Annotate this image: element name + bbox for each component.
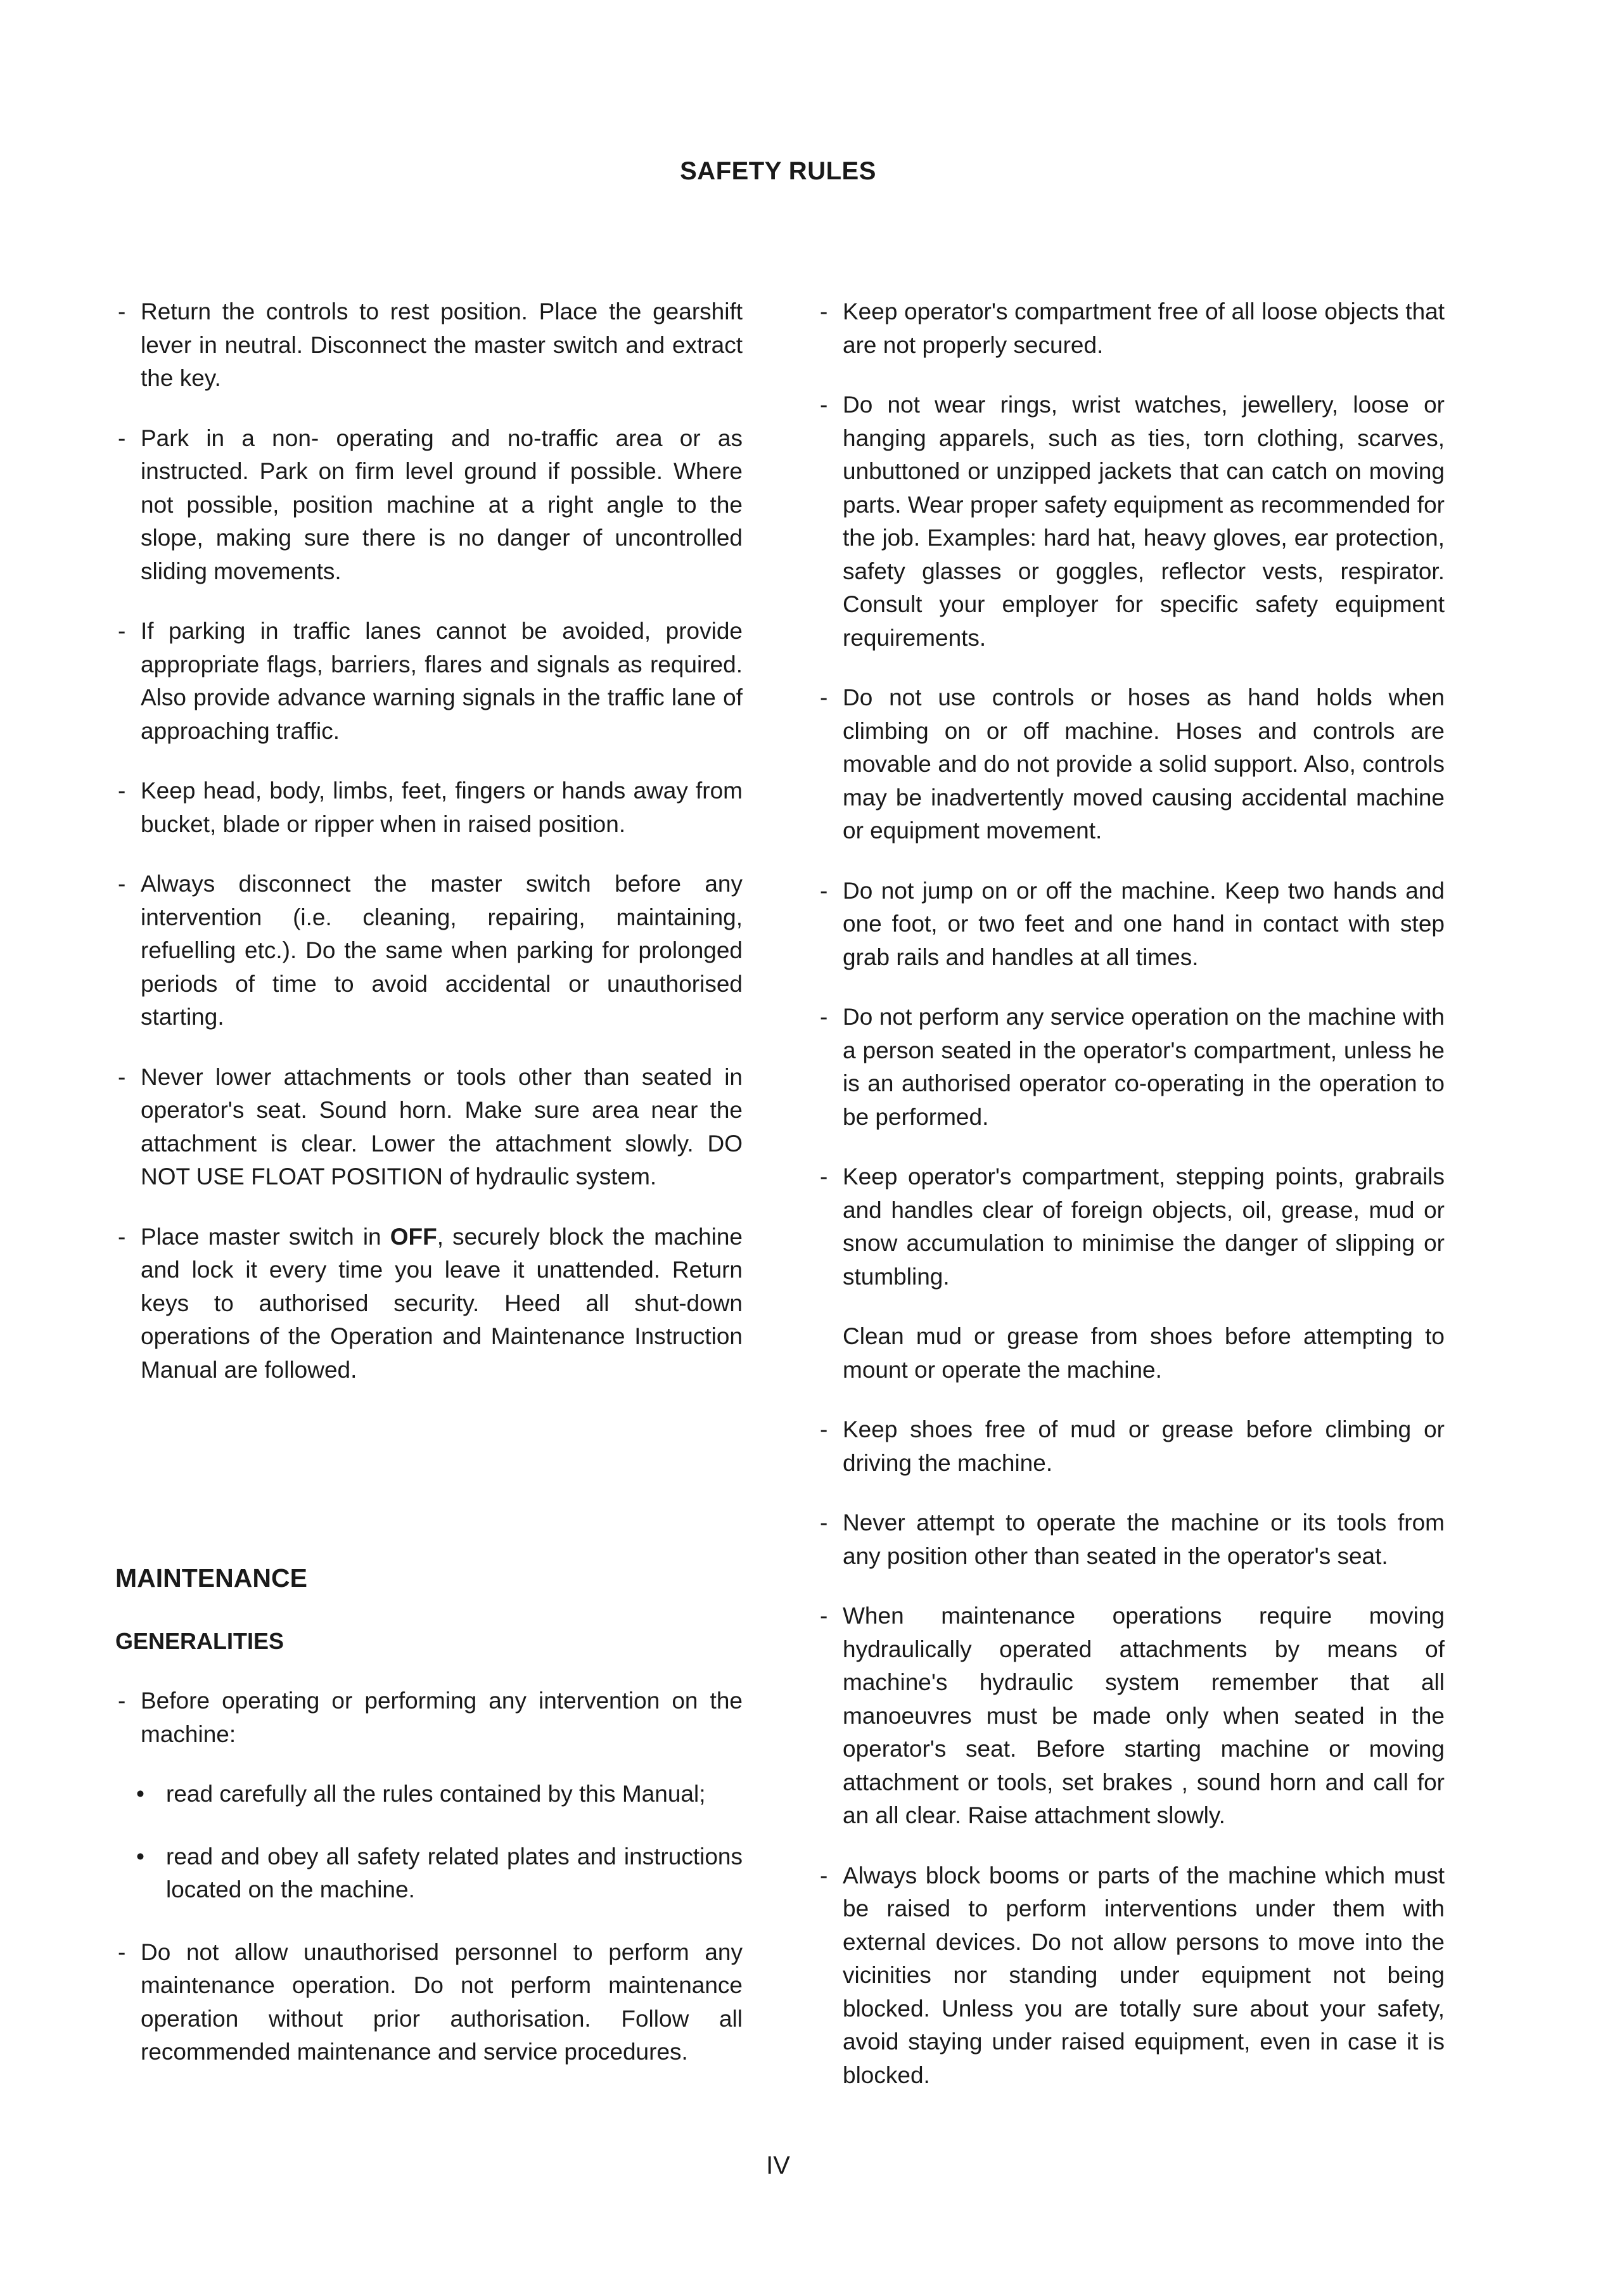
rule-text: Never attempt to operate the machine or its tools from any position other than seated in the operator's seat. — [843, 1510, 1445, 1569]
rule-item — [115, 422, 743, 589]
generalities-heading: GENERALITIES — [115, 1628, 284, 1654]
rule-item — [115, 1061, 743, 1194]
dash-marker: - — [118, 618, 126, 644]
bullet-marker: • — [136, 1781, 144, 1807]
dash-marker: - — [118, 778, 126, 804]
dash-marker: - — [118, 1223, 126, 1250]
bullet-item — [115, 1778, 743, 1811]
dash-marker: - — [118, 1063, 126, 1090]
dash-marker: - — [118, 298, 126, 324]
bullet-marker: • — [136, 1843, 144, 1870]
maintenance-heading: MAINTENANCE — [115, 1563, 307, 1593]
bullet-text: read and obey all safety related plates and instructions located on the machine. — [166, 1843, 743, 1902]
rule-text: Do not use controls or hoses as hand holds when climbing on or off machine. Hoses and controls are movable and do not provide a solid support. Also, controls may be inadvertently moved causing accidental machine or equipment movement. — [843, 684, 1445, 843]
rule-item — [115, 615, 743, 748]
rule-text: Do not perform any service operation on the machine with a person seated in the operator's compartment, unless he is an authorised operator co-operating in the operation to be performed. — [843, 1004, 1445, 1130]
rule-item — [817, 1859, 1445, 2093]
rule-text: Keep head, body, limbs, feet, fingers or hands away from bucket, blade or ripper when in raised position. — [141, 778, 743, 837]
rule-text — [141, 1224, 743, 1383]
rule-text: Do not allow unauthorised personnel to perform any maintenance operation. Do not perform maintenance operation without prior authorisation. Follow all recommended maintenance and service procedures. — [141, 1939, 743, 2065]
bullet-text: read carefully all the rules contained by this Manual; — [166, 1781, 706, 1807]
rule-text: Before operating or performing any intervention on the machine: — [141, 1688, 743, 1747]
rule-item-master-switch — [115, 1221, 743, 1387]
rule-item — [115, 295, 743, 395]
dash-marker: - — [820, 1164, 828, 1190]
dash-marker: - — [118, 425, 126, 451]
dash-marker: - — [118, 1939, 126, 1965]
rule-item — [115, 868, 743, 1034]
rule-text: Always disconnect the master switch before any intervention (i.e. cleaning, repairing, maintaining, refuelling etc.). Do the same when parking for prolonged periods of time to avoid accidental or unauthorised starting. — [141, 871, 743, 1030]
page-title: SAFETY RULES — [680, 157, 876, 185]
dash-marker: - — [820, 298, 828, 324]
dash-marker: - — [820, 1510, 828, 1536]
rule-text: When maintenance operations require moving hydraulically operated attachments by means of machine's hydraulic system remember that all manoeuvres must be made only when seated in the operator's seat. Before starting machine or moving attachment or tools, set brakes , sound horn and call for an all clear. Raise attachment slowly. — [843, 1603, 1445, 1828]
dash-marker: - — [820, 1004, 828, 1030]
rule-item — [115, 774, 743, 841]
dash-marker: - — [820, 1416, 828, 1442]
page-number: IV — [766, 2152, 790, 2179]
rule-text: Do not wear rings, wrist watches, jewellery, loose or hanging apparels, such as ties, torn clothing, scarves, unbuttoned or unzipped jackets that can catch on moving parts. Wear proper safety equipment as recommended for the job. Examples: hard hat, heavy gloves, ear protection, safety glasses or goggles, reflector vests, respirator. Consult your employer for specific safety equipment requirements. — [843, 392, 1445, 651]
dash-marker: - — [820, 877, 828, 904]
rule-item — [817, 388, 1445, 655]
rule-text: Do not jump on or off the machine. Keep two hands and one foot, or two feet and one hand in contact with step grab rails and handles at all times. — [843, 877, 1445, 970]
rule-text: Keep operator's compartment, stepping points, grabrails and handles clear of foreign objects, oil, grease, mud or snow accumulation to minimise the danger of slipping or stumbling. — [843, 1164, 1445, 1290]
bullet-item — [115, 1840, 743, 1907]
off-keyword: OFF — [390, 1223, 437, 1250]
rule-item — [817, 875, 1445, 975]
rule-text: Clean mud or grease from shoes before attempting to mount or operate the machine. — [843, 1323, 1445, 1383]
rule-text: Keep operator's compartment free of all loose objects that are not properly secured. — [843, 298, 1445, 358]
right-column — [817, 295, 1445, 2119]
rule-continuation — [817, 1320, 1445, 1387]
left-column — [115, 295, 743, 1413]
rule-item — [817, 681, 1445, 848]
rule-item — [817, 1160, 1445, 1293]
dash-marker: - — [820, 392, 828, 418]
rule-text: Always block booms or parts of the machine which must be raised to perform interventions under them with external devices. Do not allow persons to move into the vicinities nor standing under equipment not being blocked. Unless you are totally sure about your safety, avoid staying under raised equipment, even in case it is blocked. — [843, 1862, 1445, 2088]
rule-text: Park in a non- operating and no-traffic area or as instructed. Park on firm level ground if possible. Where not possible, position machine at a right angle to the slope, making sure there is no danger of uncontrolled sliding movements. — [141, 425, 743, 584]
rule-text: Keep shoes free of mud or grease before climbing or driving the machine. — [843, 1416, 1445, 1476]
rule-item — [817, 1001, 1445, 1134]
maintenance-section — [115, 1562, 743, 2096]
rule-item — [817, 1600, 1445, 1833]
dash-marker: - — [118, 871, 126, 897]
rule-text-before: Place master switch in — [141, 1223, 390, 1250]
rule-text: Return the controls to rest position. Place the gearshift lever in neutral. Disconnect the master switch and extract the key. — [141, 298, 743, 391]
rule-item — [115, 1936, 743, 2069]
dash-marker: - — [118, 1688, 126, 1714]
dash-marker: - — [820, 684, 828, 710]
dash-marker: - — [820, 1603, 828, 1629]
rule-text-after: , securely block the machine and lock it every time you leave it unattended. Return keys to authorised security. Heed all shut-down operations of the Operation and Maintenance Instruction Manual are followed. — [141, 1223, 743, 1383]
rule-text: Never lower attachments or tools other than seated in operator's seat. Sound horn. Make sure area near the attachment is clear. Lower the attachment slowly. DO NOT USE FLOAT POSITION of hydraulic system. — [141, 1063, 743, 1190]
dash-marker: - — [820, 1862, 828, 1889]
rule-text: If parking in traffic lanes cannot be avoided, provide appropriate flags, barriers, flares and signals as required. Also provide advance warning signals in the traffic lane of approaching traffic. — [141, 618, 743, 744]
rule-item — [817, 295, 1445, 362]
rule-item — [817, 1506, 1445, 1573]
rule-item — [817, 1413, 1445, 1480]
rule-item — [115, 1684, 743, 1751]
